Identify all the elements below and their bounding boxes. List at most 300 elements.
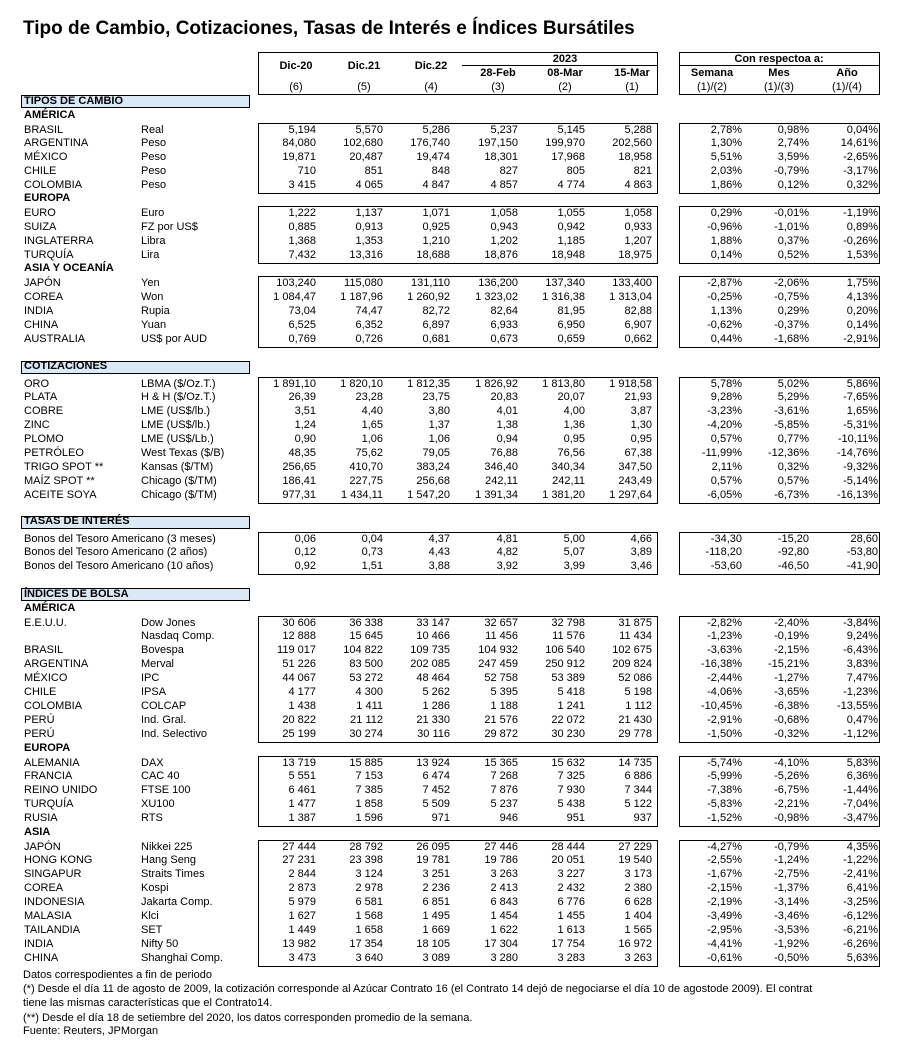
row-unit: Ind. Selectivo	[141, 728, 208, 741]
change-cell: -0,79%	[774, 840, 809, 853]
footnote-line: Fuente: Reuters, JPMorgan	[23, 1025, 159, 1037]
value-cell: 710	[297, 165, 316, 178]
change-cell: -2,55%	[707, 854, 742, 867]
value-cell: 4 863	[624, 179, 652, 192]
value-cell: 2 413	[490, 882, 518, 895]
value-cell: 0,933	[624, 221, 652, 234]
value-cell: 6,907	[624, 318, 652, 331]
row-label: SUIZA	[24, 221, 57, 234]
value-cell: 3,80	[428, 405, 450, 418]
row-unit: Chicago ($/TM)	[141, 475, 217, 488]
row-unit: West Texas ($/B)	[141, 447, 225, 460]
value-cell: 1 627	[288, 910, 316, 923]
change-cell: -5,14%	[843, 475, 878, 488]
value-cell: 1 297,64	[609, 489, 652, 502]
value-cell: 36 338	[349, 616, 383, 629]
value-cell: 5,288	[624, 123, 652, 136]
value-cell: 3 263	[490, 868, 518, 881]
region-label: EUROPA	[24, 741, 71, 754]
value-cell: 23,75	[422, 391, 450, 404]
value-cell: 1 596	[355, 812, 383, 825]
value-cell: 1,058	[490, 207, 518, 220]
value-cell: 3 283	[557, 952, 585, 965]
row-label: CHINA	[24, 318, 59, 331]
change-cell: 4,13%	[846, 291, 878, 304]
row-label: TURQUÍA	[24, 798, 74, 811]
value-cell: 1 918,58	[609, 377, 652, 390]
row-unit: RTS	[141, 812, 163, 825]
value-cell: 82,72	[422, 305, 450, 317]
value-cell: 4,82	[496, 546, 518, 559]
change-cell: -41,90	[846, 560, 878, 573]
value-cell: 76,88	[490, 447, 518, 460]
value-cell: 18,301	[484, 151, 518, 164]
value-cell: 1 387	[288, 812, 316, 825]
value-cell: 5 262	[422, 686, 450, 699]
value-cell: 27 444	[282, 840, 316, 853]
column-code: (1)/(3)	[764, 81, 794, 93]
value-cell: 19,871	[282, 151, 316, 164]
value-cell: 242,11	[552, 475, 585, 488]
value-cell: 0,94	[496, 433, 518, 446]
change-cell: -3,23%	[707, 405, 742, 418]
value-cell: 346,40	[484, 461, 518, 474]
value-cell: 4 065	[355, 179, 383, 192]
change-cell: 5,86%	[846, 377, 878, 390]
value-cell: 0,925	[422, 221, 450, 234]
column-code: (4)	[424, 81, 438, 93]
value-cell: 202,560	[612, 137, 652, 150]
value-cell: 827	[499, 165, 518, 178]
value-cell: 10 466	[416, 630, 450, 643]
change-cell: -0,68%	[774, 714, 809, 727]
change-cell: -6,75%	[774, 784, 809, 797]
change-cell: 9,28%	[710, 391, 742, 404]
value-cell: 1,222	[288, 207, 316, 220]
change-cell: -7,38%	[707, 784, 742, 797]
value-cell: 3 640	[355, 952, 383, 965]
value-cell: 5 395	[490, 686, 518, 699]
change-cell: -6,26%	[843, 938, 878, 951]
value-cell: 16 972	[618, 938, 652, 951]
change-cell: -2,15%	[774, 644, 809, 657]
change-cell: 0,57%	[777, 475, 809, 488]
value-cell: 977,31	[282, 489, 316, 502]
value-cell: 3 089	[422, 952, 450, 965]
value-cell: 5 198	[624, 686, 652, 699]
value-cell: 347,50	[618, 461, 652, 474]
change-cell: -1,23%	[843, 686, 878, 699]
value-cell: 3 473	[288, 952, 316, 965]
value-cell: 7,432	[288, 249, 316, 262]
column-header: Semana	[690, 67, 734, 79]
value-cell: 1 313,04	[609, 291, 652, 304]
column-header: Dic.21	[347, 60, 381, 72]
value-cell: 4 774	[557, 179, 585, 192]
footnote-line: tiene las mismas características que el Contrato14.	[23, 997, 273, 1009]
row-unit: Libra	[141, 235, 166, 248]
value-cell: 83 500	[349, 658, 383, 671]
change-cell: 7,47%	[846, 672, 878, 685]
value-cell: 0,673	[490, 332, 518, 345]
value-cell: 1,210	[422, 235, 450, 248]
value-cell: 0,95	[563, 433, 585, 446]
row-unit: FTSE 100	[141, 784, 191, 797]
value-cell: 1 858	[355, 798, 383, 811]
row-label: COREA	[24, 291, 64, 304]
row-label: MÉXICO	[24, 151, 68, 164]
change-cell: 0,32%	[846, 179, 878, 192]
value-cell: 18,958	[618, 151, 652, 164]
value-cell: 1 495	[422, 910, 450, 923]
value-cell: 1,058	[624, 207, 652, 220]
value-cell: 104 822	[343, 644, 383, 657]
row-unit: Nasdaq Comp.	[141, 630, 215, 643]
value-cell: 247 459	[478, 658, 518, 671]
row-label: SINGAPUR	[24, 868, 82, 881]
value-cell: 3 227	[557, 868, 585, 881]
value-cell: 1 891,10	[273, 377, 316, 390]
row-label: EURO	[24, 207, 56, 220]
row-label: ORO	[24, 377, 50, 390]
value-cell: 7 876	[490, 784, 518, 797]
value-cell: 21 430	[618, 714, 652, 727]
change-cell: -1,19%	[843, 207, 878, 220]
change-cell: -5,31%	[843, 419, 878, 432]
row-unit: Straits Times	[141, 868, 205, 881]
value-cell: 13 924	[416, 756, 450, 769]
row-unit: Chicago ($/TM)	[141, 489, 217, 502]
change-cell: -9,32%	[843, 461, 878, 474]
change-cell: -1,92%	[774, 938, 809, 951]
value-cell: 81,95	[557, 305, 585, 317]
region-label: AMÉRICA	[24, 601, 76, 614]
value-cell: 102 675	[612, 644, 652, 657]
change-cell: -34,30	[710, 532, 742, 545]
value-cell: 6 628	[624, 896, 652, 909]
change-cell: -1,12%	[843, 728, 878, 741]
value-cell: 340,34	[551, 461, 585, 474]
row-label: ACEITE SOYA	[24, 489, 97, 502]
row-label: INDIA	[24, 938, 54, 951]
value-cell: 1 381,20	[542, 489, 585, 502]
row-unit: Real	[141, 123, 164, 136]
value-cell: 1 316,38	[542, 291, 585, 304]
change-cell: -3,47%	[843, 812, 878, 825]
value-cell: 0,12	[294, 546, 316, 559]
footnote-line: (**) Desde el día 18 de setiembre del 2020, los datos corresponden promedio de la semana.	[23, 1011, 473, 1024]
value-cell: 7 344	[624, 784, 652, 797]
change-cell: -0,25%	[707, 291, 742, 304]
change-cell: 5,83%	[846, 756, 878, 769]
region-label: ASIA	[24, 825, 51, 838]
row-unit: Peso	[141, 151, 167, 164]
value-cell: 4 177	[288, 686, 316, 699]
value-cell: 946	[499, 812, 518, 825]
change-cell: -5,26%	[774, 770, 809, 783]
change-cell: -1,50%	[707, 728, 742, 741]
value-cell: 2 873	[288, 882, 316, 895]
value-cell: 0,659	[557, 332, 585, 345]
column-code: (1)/(4)	[832, 81, 862, 93]
change-cell: -13,55%	[837, 700, 878, 713]
change-cell: -1,44%	[843, 784, 878, 797]
value-cell: 106 540	[545, 644, 585, 657]
change-cell: 6,36%	[846, 770, 878, 783]
change-cell: -4,41%	[707, 938, 742, 951]
value-cell: 23,28	[355, 391, 383, 404]
value-cell: 5 979	[288, 896, 316, 909]
change-cell: -11,99%	[701, 447, 742, 460]
change-cell: 1,88%	[710, 235, 742, 248]
value-cell: 31 875	[618, 616, 652, 629]
change-cell: 5,02%	[777, 377, 809, 390]
value-cell: 805	[566, 165, 585, 178]
change-cell: -53,60	[710, 560, 742, 573]
value-cell: 4,37	[428, 532, 450, 545]
row-unit: Kansas ($/TM)	[141, 461, 214, 474]
change-cell: 0,57%	[710, 475, 742, 488]
change-cell: 2,11%	[711, 461, 742, 474]
row-label: BRASIL	[24, 644, 64, 657]
row-label: INGLATERRA	[24, 235, 94, 248]
change-cell: -16,38%	[701, 658, 742, 671]
value-cell: 48,35	[288, 447, 316, 460]
change-cell: -0,50%	[774, 952, 809, 965]
value-cell: 0,90	[294, 433, 316, 446]
value-cell: 119 017	[277, 644, 316, 657]
value-cell: 29 872	[484, 728, 518, 741]
change-cell: -2,75%	[774, 868, 809, 881]
value-cell: 7 268	[490, 770, 518, 783]
value-cell: 21 330	[416, 714, 450, 727]
value-cell: 209 824	[612, 658, 652, 671]
value-cell: 3,51	[294, 405, 316, 418]
value-cell: 1,37	[428, 419, 450, 432]
change-cell: -3,25%	[843, 896, 878, 909]
value-cell: 109 735	[410, 644, 450, 657]
section-title: COTIZACIONES	[24, 360, 108, 372]
value-cell: 202 085	[410, 658, 450, 671]
change-cell: -10,45%	[701, 700, 742, 713]
value-cell: 30 116	[417, 728, 450, 741]
value-cell: 1,353	[355, 235, 383, 248]
change-cell: -2,44%	[707, 672, 742, 685]
change-cell: -4,10%	[774, 756, 809, 769]
row-label: COREA	[24, 882, 64, 895]
row-label: PERÚ	[24, 728, 55, 741]
value-cell: 25 199	[282, 728, 316, 741]
change-cell: -92,80	[777, 546, 809, 559]
value-cell: 3 251	[422, 868, 450, 881]
row-label: INDIA	[24, 305, 54, 317]
row-unit: Peso	[141, 165, 167, 178]
change-cell: -2,95%	[707, 924, 742, 937]
value-cell: 6,352	[355, 318, 383, 331]
row-unit: XU100	[141, 798, 175, 811]
row-unit: LME (US$/lb.)	[141, 405, 211, 418]
value-cell: 1 565	[624, 924, 652, 937]
change-cell: -6,21%	[843, 924, 878, 937]
row-unit: COLCAP	[141, 700, 187, 713]
change-cell: -1,37%	[774, 882, 809, 895]
change-cell: -2,41%	[843, 868, 878, 881]
value-cell: 6,897	[422, 318, 450, 331]
value-cell: 53 389	[551, 672, 585, 685]
value-cell: 27 446	[484, 840, 518, 853]
change-cell: -53,80	[846, 546, 878, 559]
value-cell: 17 754	[551, 938, 585, 951]
row-label: ZINC	[24, 419, 50, 432]
row-unit: Lira	[141, 249, 160, 262]
row-unit: Won	[141, 291, 164, 304]
change-cell: 1,13%	[710, 305, 742, 317]
value-cell: 20 822	[282, 714, 316, 727]
row-unit: Nifty 50	[141, 938, 179, 951]
value-cell: 18 105	[416, 938, 450, 951]
change-cell: -10,11%	[837, 433, 878, 446]
value-cell: 11 434	[619, 630, 652, 643]
value-cell: 5,07	[563, 546, 585, 559]
row-unit: Nikkei 225	[141, 840, 193, 853]
value-cell: 383,24	[416, 461, 450, 474]
value-cell: 20,07	[557, 391, 585, 404]
row-label: COLOMBIA	[24, 179, 83, 192]
value-cell: 1 826,92	[475, 377, 518, 390]
change-cell: -2,40%	[774, 616, 809, 629]
change-cell: -2,15%	[707, 882, 742, 895]
change-cell: -3,84%	[843, 616, 878, 629]
value-cell: 29 778	[618, 728, 652, 741]
footnote-line: Datos correspodientes a fin de periodo	[23, 969, 212, 981]
value-cell: 1,071	[422, 207, 450, 220]
value-cell: 1 241	[557, 700, 585, 713]
column-code: (5)	[357, 81, 371, 93]
row-label: TURQUÍA	[24, 249, 74, 262]
change-cell: -1,23%	[707, 630, 742, 643]
value-cell: 3 263	[624, 952, 652, 965]
value-cell: 3 173	[624, 868, 652, 881]
row-label: Bonos del Tesoro Americano (3 meses)	[24, 532, 216, 545]
row-label: TRIGO SPOT **	[24, 461, 104, 474]
value-cell: 250 912	[545, 658, 585, 671]
value-cell: 133,400	[612, 277, 652, 290]
value-cell: 136,200	[478, 277, 518, 290]
value-cell: 27 231	[282, 854, 316, 867]
change-cell: -3,17%	[843, 165, 878, 178]
value-cell: 18,688	[416, 249, 450, 262]
row-unit: Peso	[141, 137, 167, 150]
row-label: ALEMANIA	[24, 756, 80, 769]
change-cell: -3,49%	[707, 910, 742, 923]
row-label: HONG KONG	[24, 854, 93, 867]
value-cell: 1 187,96	[340, 291, 383, 304]
value-cell: 76,56	[557, 447, 585, 460]
row-unit: Bovespa	[141, 644, 184, 657]
row-label: REINO UNIDO	[24, 784, 98, 797]
value-cell: 176,740	[410, 137, 450, 150]
value-cell: 6 581	[355, 896, 383, 909]
value-cell: 18,948	[551, 249, 585, 262]
value-cell: 1,185	[557, 235, 585, 248]
change-cell: 0,29%	[710, 207, 742, 220]
value-cell: 21 112	[350, 714, 383, 727]
change-cell: 3,83%	[846, 658, 878, 671]
value-cell: 1 454	[490, 910, 518, 923]
value-cell: 17 304	[484, 938, 518, 951]
value-cell: 13 719	[282, 756, 316, 769]
value-cell: 13,316	[349, 249, 383, 262]
value-cell: 1 434,11	[340, 489, 383, 502]
value-cell: 0,769	[288, 332, 316, 345]
row-unit: Jakarta Comp.	[141, 896, 213, 909]
value-cell: 227,75	[349, 475, 383, 488]
value-cell: 1,65	[361, 419, 383, 432]
change-cell: 0,14%	[710, 249, 742, 262]
value-cell: 7 385	[355, 784, 383, 797]
value-cell: 1,38	[496, 419, 518, 432]
value-cell: 4,01	[496, 405, 518, 418]
value-cell: 23 398	[349, 854, 383, 867]
change-cell: -1,22%	[843, 854, 878, 867]
value-cell: 6,950	[557, 318, 585, 331]
row-label: CHINA	[24, 952, 59, 965]
value-cell: 7 452	[422, 784, 450, 797]
change-cell: -1,27%	[774, 672, 809, 685]
change-cell: -3,65%	[774, 686, 809, 699]
change-cell: -15,20	[777, 532, 809, 545]
value-cell: 30 230	[551, 728, 585, 741]
value-cell: 1,368	[288, 235, 316, 248]
change-cell: 0,47%	[846, 714, 878, 727]
change-cell: -3,53%	[774, 924, 809, 937]
value-cell: 82,88	[624, 305, 652, 317]
change-cell: -3,46%	[774, 910, 809, 923]
row-label: TAILANDIA	[24, 924, 81, 937]
value-cell: 0,04	[361, 532, 383, 545]
change-cell: 1,86%	[710, 179, 742, 192]
value-cell: 197,150	[478, 137, 518, 150]
value-cell: 52 758	[484, 672, 518, 685]
row-unit: SET	[141, 924, 163, 937]
value-cell: 5 438	[557, 798, 585, 811]
value-cell: 5,145	[557, 123, 585, 136]
change-cell: 5,78%	[710, 377, 742, 390]
change-cell: 1,75%	[846, 277, 878, 290]
value-cell: 27 229	[618, 840, 652, 853]
value-cell: 3,99	[563, 560, 585, 573]
change-cell: -0,75%	[774, 291, 809, 304]
change-cell: -0,19%	[774, 630, 809, 643]
change-cell: -2,21%	[774, 798, 809, 811]
value-cell: 1 391,34	[475, 489, 518, 502]
row-unit: Merval	[141, 658, 175, 671]
row-label: PETRÓLEO	[24, 447, 84, 460]
value-cell: 1 658	[355, 924, 383, 937]
value-cell: 104 932	[478, 644, 518, 657]
value-cell: 7 930	[557, 784, 585, 797]
change-cell: -4,20%	[707, 419, 742, 432]
change-cell: -1,67%	[707, 868, 742, 881]
value-cell: 51 226	[282, 658, 316, 671]
value-cell: 7 325	[557, 770, 585, 783]
value-cell: 15 632	[551, 756, 585, 769]
change-cell: 2,74%	[777, 137, 809, 150]
value-cell: 5,237	[490, 123, 518, 136]
value-cell: 19 540	[618, 854, 652, 867]
value-cell: 1,36	[563, 419, 585, 432]
row-unit: LME (US$/lb.)	[141, 419, 211, 432]
